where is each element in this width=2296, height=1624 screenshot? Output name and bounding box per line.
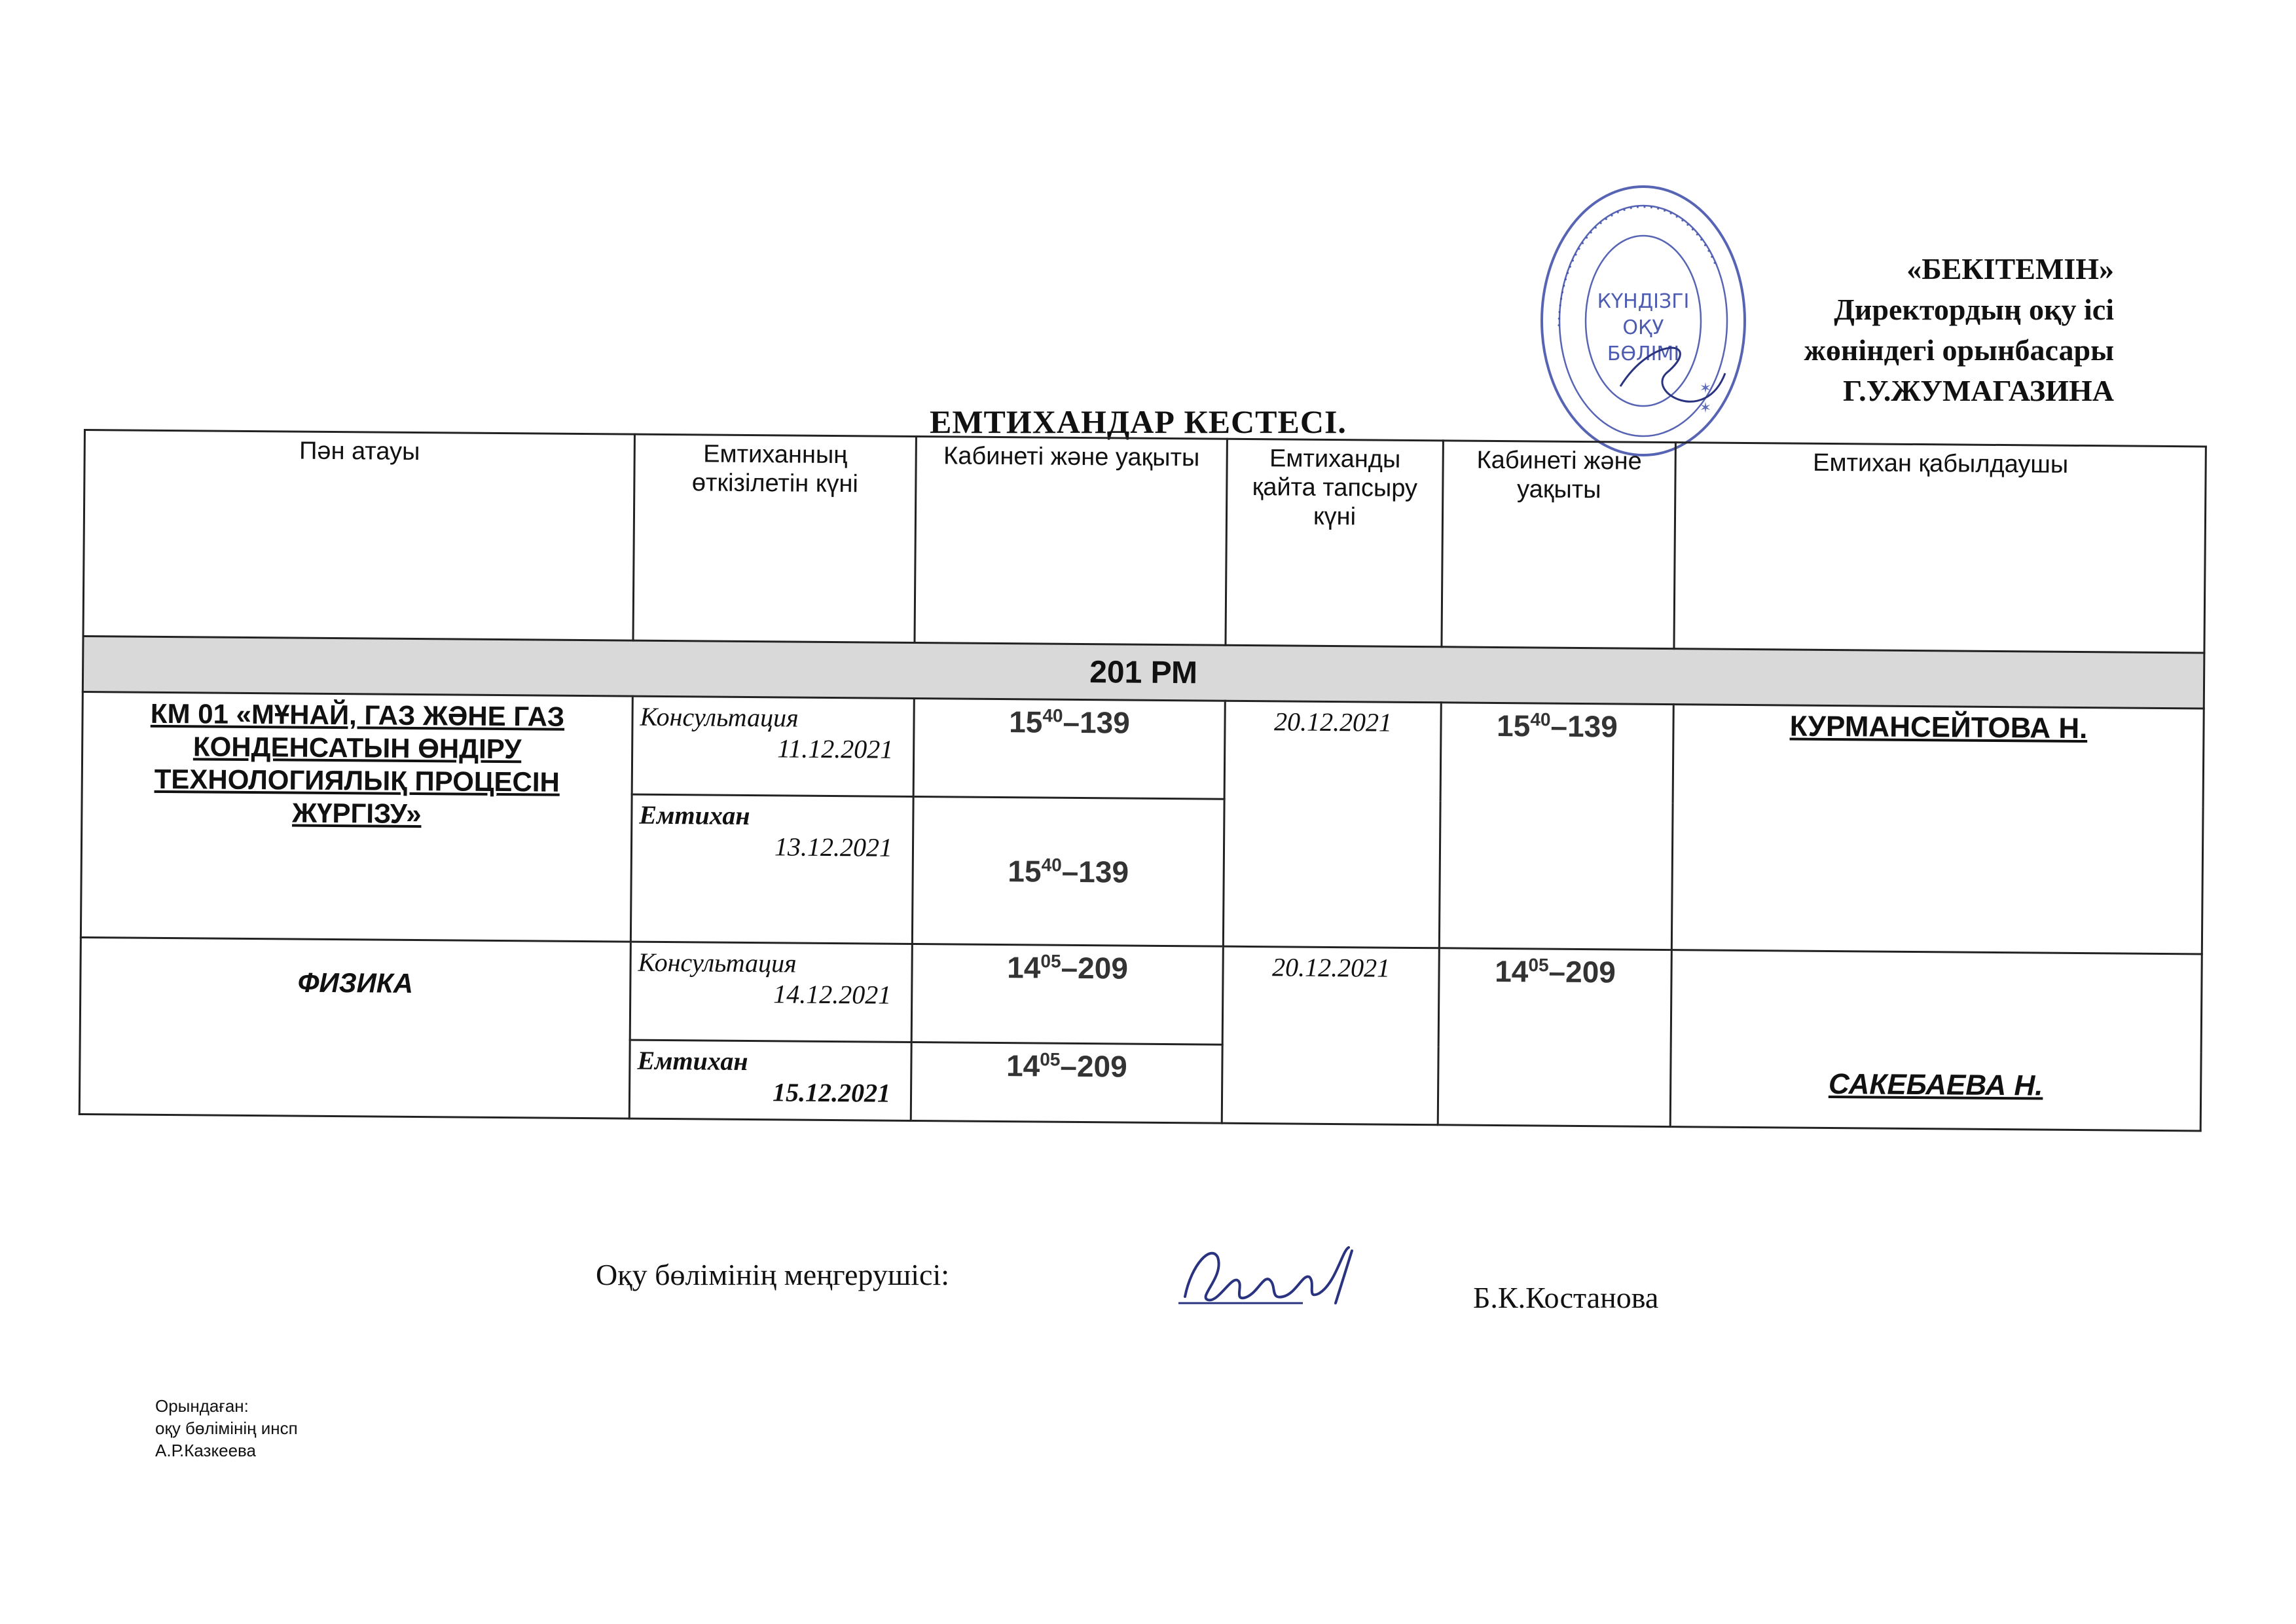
approval-line-3: жөніндегі орынбасары	[1804, 333, 2114, 367]
exam-date: 15.12.2021	[772, 1077, 891, 1108]
retake-date: 20.12.2021	[1222, 946, 1439, 1125]
signature-image	[1172, 1238, 1362, 1316]
consult-time: $15^{40}-139$	[913, 698, 1225, 799]
consult-date: 14.12.2021	[773, 979, 892, 1010]
stamp-ring-text: • • • • • • • • • • • • • • • • • • • • • • • • • • • • • • • • • • • • • • •	[1554, 202, 1719, 328]
stamp-center-1: КҮНДІЗГІ	[1597, 290, 1690, 313]
svg-text:✶: ✶	[1699, 399, 1712, 416]
retake-date: 20.12.2021	[1223, 701, 1441, 948]
consult-date: 11.12.2021	[776, 733, 894, 764]
approval-block	[1804, 249, 2114, 411]
header-subject: Пән атауы	[83, 430, 634, 641]
prepared-position: оқу бөлімінің инсп	[155, 1418, 298, 1438]
official-stamp	[1535, 177, 1751, 465]
examiner-cell: КУРМАНСЕЙТОВА Н.	[1671, 705, 2204, 954]
exam-label: Емтихан	[637, 1045, 748, 1076]
consult-label: Консультация	[640, 701, 799, 733]
prepared-by-block	[155, 1395, 298, 1462]
table-row	[82, 692, 2204, 806]
approval-line-4: Г.У.ЖУМАГАЗИНА	[1843, 374, 2114, 407]
exam-time: $14^{05}-209$	[911, 1042, 1222, 1123]
exam-time: $15^{40}-139$	[912, 796, 1224, 946]
header-retake-date: Емтиханды қайта тапсыру күні	[1226, 439, 1443, 647]
head-of-department-name: Б.К.Костанова	[1473, 1281, 1659, 1314]
exam-cell	[630, 794, 913, 944]
header-room-time: Кабинеті және уақыты	[915, 436, 1227, 645]
approval-line-2: Директордың оқу ісі	[1834, 293, 2114, 326]
approval-line-1: «БЕКІТЕМІН»	[1906, 252, 2114, 286]
exam-label: Емтихан	[639, 800, 750, 831]
svg-text:✶: ✶	[1699, 380, 1712, 396]
header-examiner: Емтихан қабылдаушы	[1674, 443, 2206, 653]
stamp-center-2: ОҚУ	[1622, 316, 1664, 339]
examiner-cell: САКЕБАЕВА Н.	[1670, 950, 2202, 1131]
document-title: ЕМТИХАНДАР КЕСТЕСІ.	[930, 403, 1347, 440]
exam-schedule-table	[79, 429, 2207, 1132]
table-row	[80, 937, 2202, 1052]
retake-time: $15^{40}-139$	[1439, 703, 1673, 950]
consult-cell	[632, 696, 914, 796]
header-retake-room-time: Кабинеті және уақыты	[1442, 441, 1675, 649]
group-name: 201 РМ	[82, 637, 2204, 709]
subject-cell: ФИЗИКА	[79, 937, 630, 1118]
consult-time: $14^{05}-209$	[911, 944, 1223, 1044]
head-of-department-label: Оқу бөлімінің меңгерушісі:	[596, 1258, 950, 1291]
subject-cell: КМ 01 «МҰНАЙ, ГАЗ ЖӘНЕ ГАЗ КОНДЕНСАТЫН ӨНДІРУ ТЕХНОЛОГИЯЛЫҚ ПРОЦЕСІН ЖҮРГІЗУ»	[81, 692, 632, 942]
stamp-center-3: БӨЛІМІ	[1607, 342, 1680, 365]
prepared-label: Орындаған:	[155, 1396, 249, 1416]
retake-time: $14^{05}-209$	[1438, 948, 1671, 1127]
consult-label: Консультация	[638, 947, 797, 978]
table-header-row	[83, 430, 2206, 653]
prepared-name: А.Р.Казкеева	[155, 1441, 257, 1460]
exam-date: 13.12.2021	[774, 832, 893, 862]
exam-cell	[629, 1040, 911, 1120]
header-exam-date: Емтиханның өткізілетін күні	[633, 434, 916, 642]
consult-cell	[630, 942, 912, 1042]
